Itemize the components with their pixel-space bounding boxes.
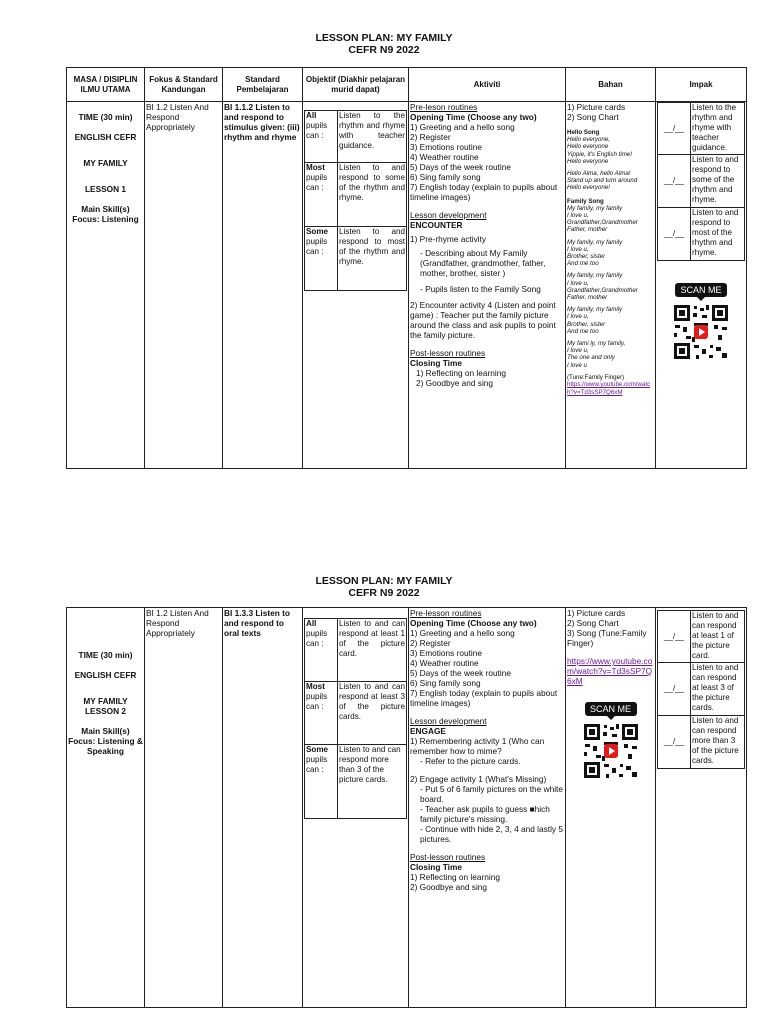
objective-desc: Listen to and can respond at least 3 of the picture cards.	[338, 682, 407, 745]
post-lesson-heading: Post-lesson routines	[410, 852, 486, 862]
objective-level: Some pupils can :	[305, 227, 338, 291]
header-bahan: Bahan	[566, 68, 656, 102]
masa-time: TIME (30 min)	[78, 650, 133, 660]
objective-cell	[303, 608, 409, 1008]
activity-substep: - Refer to the picture cards.	[420, 756, 521, 766]
checkbox-blank[interactable]: __/__	[658, 611, 691, 663]
impak-desc: Listen to and can respond at least 1 of the picture card.	[691, 611, 745, 663]
masa-lesson: LESSON 1	[84, 184, 127, 194]
checkbox-blank[interactable]: __/__	[658, 663, 691, 716]
lyric-line: Grandfather,Grandmother	[567, 286, 638, 294]
pre-lesson-heading: Pre-leson routines	[410, 102, 478, 112]
checkbox-blank[interactable]: __/__	[658, 716, 691, 769]
fokus-cell: BI 1.2 Listen And Respond Appropriately	[145, 102, 223, 469]
header-standard: Standard Pembelajaran	[223, 68, 303, 102]
qr-code-icon[interactable]	[672, 303, 730, 361]
objective-level: Most pupils can :	[305, 682, 338, 745]
lyric-line: My family, my family	[567, 238, 623, 246]
header-aktiviti: Aktiviti	[409, 68, 566, 102]
masa-skill: Main Skill(s) Focus: Listening & Speaking	[68, 726, 143, 756]
impak-desc: Listen to and can respond at least 3 of the picture cards.	[691, 663, 745, 716]
impak-cell	[656, 102, 747, 469]
objective-desc: Listen to the rhythm and rhyme with teacher guidance.	[338, 111, 407, 163]
fokus-cell: BI 1.2 Listen And Respond Appropriately	[145, 608, 223, 1008]
lyric-line: Hello everyone	[567, 143, 609, 151]
masa-cell	[67, 102, 145, 469]
masa-topic: MY FAMILY LESSON 2	[83, 696, 128, 716]
impak-table	[657, 102, 745, 261]
activity-substep: - Describing about My Family (Grandfather, grandmother, father, mother, brother, sister )	[420, 248, 546, 278]
youtube-link[interactable]: https://www.youtube.com/watch?v=Td3sSP7Q6xM	[567, 381, 651, 396]
objective-level: All pupils can :	[305, 619, 338, 682]
objective-table	[304, 110, 407, 291]
lyric-line: My family, my family	[567, 306, 623, 314]
masa-subject: ENGLISH CEFR	[74, 670, 137, 680]
plan1-subtitle: CEFR N9 2022	[348, 44, 420, 56]
lyric-line: I love u,	[567, 313, 589, 321]
lyric-line: Hello Alma, hello Alma!	[567, 170, 631, 178]
scan-me-label: SCAN ME	[585, 702, 637, 716]
masa-time: TIME (30 min)	[78, 112, 133, 122]
activity-substep: - Continue with hide 2, 3, 4 and lastly 5 pictures.	[420, 824, 563, 844]
plan2-subtitle: CEFR N9 2022	[348, 587, 420, 599]
lyric-line: Hello everyone!	[567, 184, 610, 192]
activity-step: 2) Encounter activity 4 (Listen and point game) : Teacher put the family picture around the class and ask pupils to point the family picture.	[410, 300, 556, 340]
closing-time: Closing Time	[410, 358, 462, 368]
lyric-line: And me too	[567, 327, 599, 335]
checkbox-blank[interactable]: __/__	[658, 208, 691, 261]
routine-item: 7) English today (explain to pupils about timeline images)	[410, 182, 558, 202]
lyric-line: Brother, sister	[567, 320, 606, 328]
standard-cell: BI 1.3.3 Listen to and respond to oral texts	[223, 608, 303, 1008]
lyric-line: I love u,	[567, 347, 589, 355]
youtube-link[interactable]: https://www.youtube.com/watch?v=Td3sSP7Q6xM	[567, 656, 653, 686]
tune-label: (Tune:Family Finger)	[567, 373, 625, 381]
bahan-item: 2) Song Chart	[567, 112, 619, 122]
activity-substep: - Put 5 of 6 family pictures on the white board.	[420, 784, 563, 804]
impak-table	[657, 610, 745, 769]
impak-desc: Listen to and respond to some of the rhythm and rhyme.	[691, 155, 745, 208]
routine-item: 5) Days of the week routine	[410, 668, 511, 678]
bahan-cell	[566, 608, 656, 1008]
checkbox-blank[interactable]: __/__	[658, 103, 691, 155]
hello-song-title: Hello Song	[567, 129, 600, 136]
routine-item: 4) Weather routine	[410, 152, 479, 162]
routine-item: 1) Greeting and a hello song	[410, 628, 515, 638]
bahan-item: 1) Picture cards	[567, 608, 626, 618]
activity-substep: - Teacher ask pupils to guess ■hich family picture's missing.	[420, 804, 550, 824]
lyric-line: Yippie, it's English time!	[567, 150, 633, 158]
routine-item: 2) Register	[410, 638, 451, 648]
opening-time: Opening Time (Choose any two)	[410, 618, 537, 628]
qr-code-icon[interactable]	[582, 722, 640, 780]
header-fokus: Fokus & Standard Kandungan	[145, 68, 223, 102]
objective-desc: Listen to and respond to most of the rhythm and rhyme.	[338, 227, 407, 291]
impak-desc: Listen to the rhythm and rhyme with teacher guidance.	[691, 103, 745, 155]
lyric-line: My family, my family	[567, 272, 623, 280]
lesson-plan-table-1	[66, 67, 747, 469]
plan2-title: LESSON PLAN: MY FAMILY	[315, 575, 453, 587]
routine-item: 4) Weather routine	[410, 658, 479, 668]
routine-item: 6) Sing family song	[410, 678, 481, 688]
lyric-line: Hello everyone,	[567, 136, 610, 144]
family-song-lyrics	[567, 205, 654, 369]
lyric-line: Grandfather,Grandmother	[567, 219, 638, 227]
lyric-line: I love u,	[567, 245, 589, 253]
header-masa: MASA / DISIPLIN ILMU UTAMA	[67, 68, 145, 102]
objective-desc: Listen to and can respond more than 3 of the picture cards.	[338, 745, 407, 819]
routine-item: 3) Emotions routine	[410, 142, 482, 152]
pre-lesson-heading: Pre-lesson routines	[410, 608, 482, 618]
activity-cell	[409, 608, 566, 1008]
checkbox-blank[interactable]: __/__	[658, 155, 691, 208]
closing-item: 2) Goodbye and sing	[410, 882, 488, 892]
stage-label: ENCOUNTER	[410, 220, 463, 230]
stage-label: ENGAGE	[410, 726, 446, 736]
activity-step: 1) Remembering activity 1 (Who can remember how to mime?	[410, 736, 545, 756]
bahan-item: 3) Song (Tune:Family Finger)	[567, 628, 647, 648]
closing-item: 2) Goodbye and sing	[416, 378, 494, 388]
objective-desc: Listen to and respond to some of the rhythm and rhyme.	[338, 163, 407, 227]
impak-cell	[656, 608, 747, 1008]
lyric-line: Father, mother	[567, 226, 608, 234]
masa-cell	[67, 608, 145, 1008]
lyric-line: Hello everyone	[567, 157, 609, 165]
activity-step: 1) Pre-rhyme activity	[410, 234, 487, 244]
standard-cell: BI 1.1.2 Listen to and respond to stimulus given: (iii) rhythm and rhyme	[223, 102, 303, 469]
lesson-plan-table-2	[66, 607, 747, 1008]
opening-time: Opening Time (Choose any two)	[410, 112, 537, 122]
lesson-development-heading: Lesson development	[410, 210, 487, 220]
objective-desc: Listen to and can respond at least 1 of the picture card.	[338, 619, 407, 682]
masa-subject: ENGLISH CEFR	[74, 132, 137, 142]
closing-item: 1) Reflecting on learning	[416, 368, 506, 378]
family-song-title: Family Song	[567, 197, 604, 205]
activity-cell	[409, 102, 566, 469]
masa-topic: MY FAMILY	[83, 158, 128, 168]
objective-level: Most pupils can :	[305, 163, 338, 227]
lyric-line: I love u,	[567, 212, 589, 220]
lyric-line: I love u,	[567, 279, 589, 287]
post-lesson-heading: Post-lesson routines	[410, 348, 486, 358]
bahan-item: 2) Song Chart	[567, 618, 619, 628]
lyric-line: Stand up and turn around	[567, 177, 638, 185]
bahan-cell	[566, 102, 656, 469]
objective-cell	[303, 102, 409, 469]
lyric-line: The one and only	[567, 354, 615, 362]
impak-desc: Listen to and can respond more than 3 of the picture cards.	[691, 716, 745, 769]
lyric-line: Brother, sister	[567, 253, 606, 261]
routine-item: 2) Register	[410, 132, 451, 142]
activity-substep: - Pupils listen to the Family Song	[420, 284, 541, 294]
objective-level: All pupils can :	[305, 111, 338, 163]
lyric-line: And me too	[567, 260, 599, 268]
objective-level: Some pupils can :	[305, 745, 338, 819]
objective-table	[304, 618, 407, 819]
routine-item: 3) Emotions routine	[410, 648, 482, 658]
plan1-title: LESSON PLAN: MY FAMILY	[315, 32, 453, 44]
closing-item: 1) Reflecting on learning	[410, 872, 500, 882]
lyric-line: My family, my family	[567, 204, 623, 212]
impak-desc: Listen to and respond to most of the rhythm and rhyme.	[691, 208, 745, 261]
scan-me-label: SCAN ME	[675, 283, 727, 297]
header-impak: Impak	[656, 68, 747, 102]
lyric-line: Father, mother	[567, 294, 608, 302]
hello-song-lyrics	[567, 136, 654, 191]
routine-item: 7) English today (explain to pupils about timeline images)	[410, 688, 558, 708]
routine-item: 5) Days of the week routine	[410, 162, 511, 172]
lyric-line: I love u	[567, 361, 587, 369]
lyric-line: My fami ly, my family,	[567, 340, 626, 348]
header-objektif: Objektif (Diakhir pelajaran murid dapat)	[303, 68, 409, 102]
bahan-item: 1) Picture cards	[567, 102, 626, 112]
closing-time: Closing Time	[410, 862, 462, 872]
activity-step: 2) Engage activity 1 (What's Missing)	[410, 774, 547, 784]
routine-item: 1) Greeting and a hello song	[410, 122, 515, 132]
masa-skill: Main Skill(s) Focus: Listening	[72, 204, 139, 224]
routine-item: 6) Sing family song	[410, 172, 481, 182]
lesson-development-heading: Lesson development	[410, 716, 487, 726]
